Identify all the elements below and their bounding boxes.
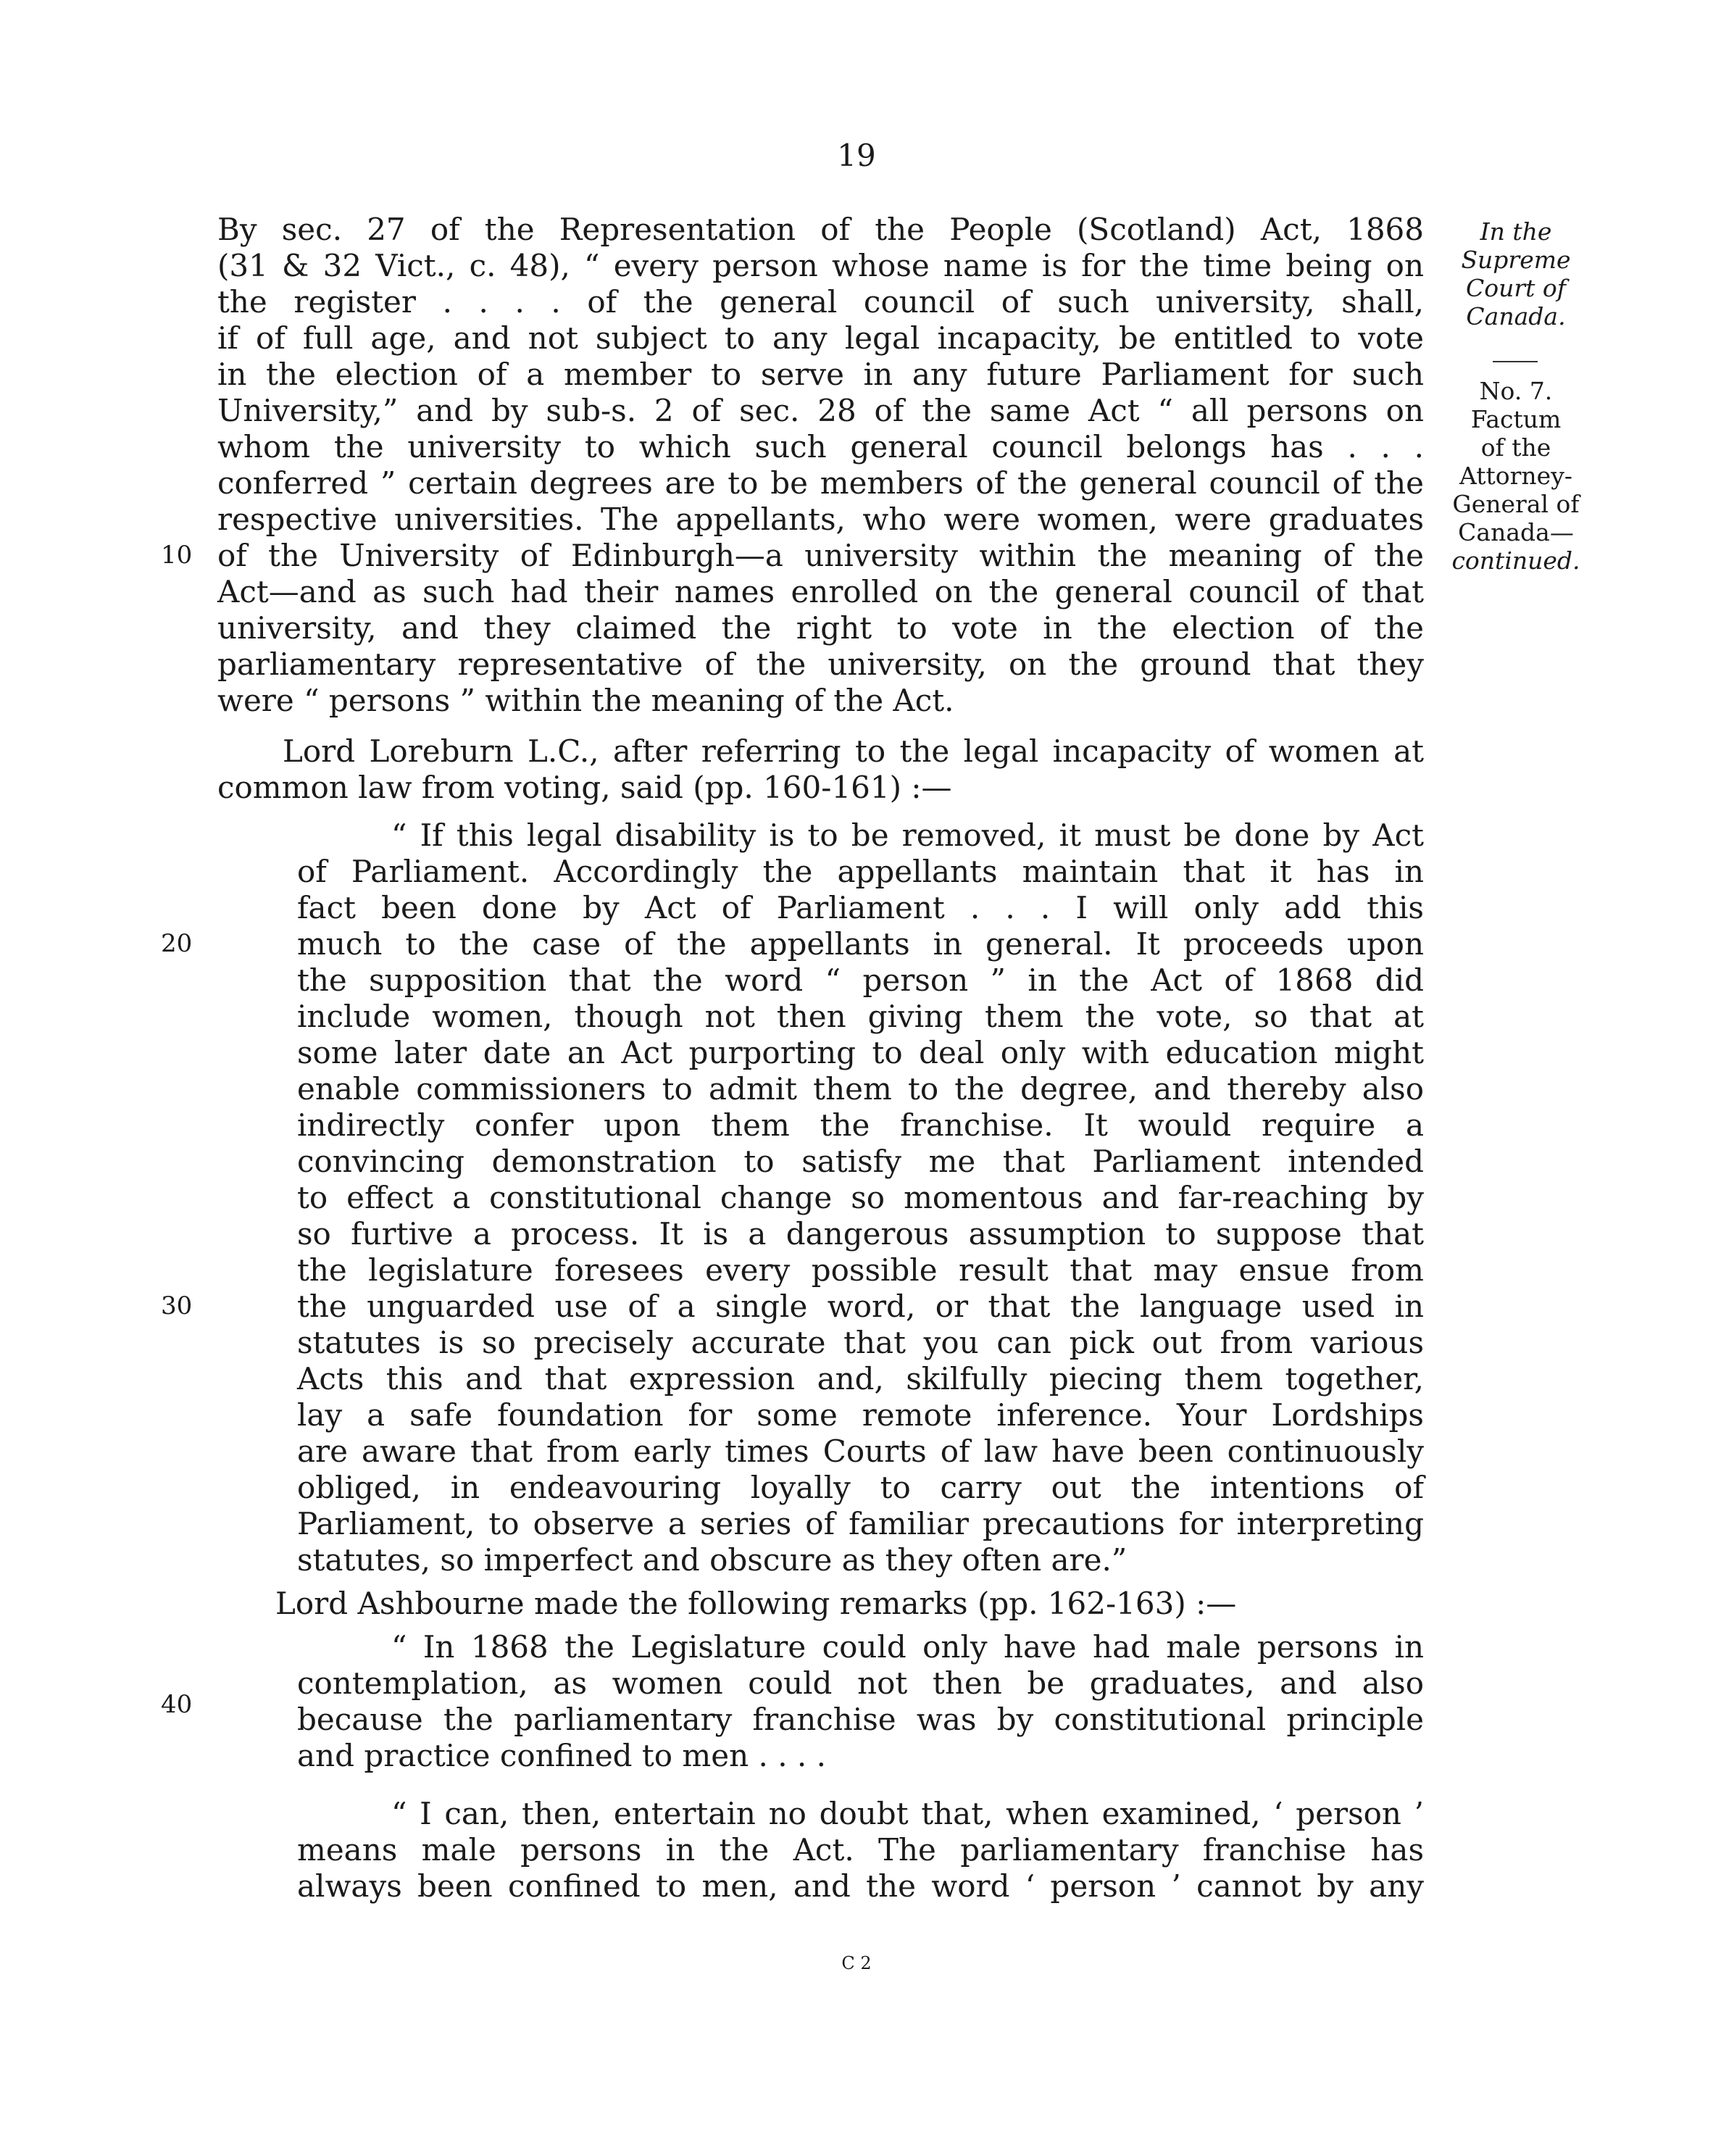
text-line: indirectly confer upon them the franchise. It would require a — [297, 1107, 1424, 1143]
text-line: if of full age, and not subject to any legal incapacity, be entitled to vote — [217, 320, 1424, 356]
text-line: Parliament, to observe a series of familiar precautions for interpreting — [297, 1506, 1424, 1541]
text-line: “ If this legal disability is to be removed, it must be done by Act — [391, 817, 1424, 853]
text-line: are aware that from early times Courts of law have been continuously — [297, 1433, 1424, 1469]
text-line: whom the university to which such general council belongs has . . . — [217, 429, 1424, 465]
text-line: always been confined to men, and the word ‘ person ’ cannot by any — [297, 1868, 1424, 1904]
text-line: and practice confined to men . . . . — [297, 1738, 826, 1773]
text-line: much to the case of the appellants in general. It proceeds upon — [297, 926, 1424, 962]
text-line: means male persons in the Act. The parliamentary franchise has — [297, 1832, 1424, 1868]
margin-note-court — [1443, 217, 1588, 330]
signature-mark: C 2 — [841, 1953, 872, 1973]
margin-note-line: In the — [1480, 217, 1552, 246]
margin-note-line: of the — [1480, 433, 1551, 462]
margin-note-line: Attorney- — [1459, 462, 1572, 490]
line-number: 10 — [161, 541, 193, 570]
text-line: parliamentary representative of the university, on the ground that they — [217, 646, 1424, 682]
text-line: respective universities. The appellants, who were women, were graduates — [217, 501, 1424, 537]
text-line: “ In 1868 the Legislature could only have had male persons in — [391, 1629, 1424, 1665]
text-line: lay a safe foundation for some remote inference. Your Lordships — [297, 1397, 1424, 1433]
text-line: Acts this and that expression and, skilfully piecing them together, — [297, 1361, 1424, 1397]
text-line: some later date an Act purporting to deal only with education might — [297, 1035, 1424, 1070]
text-line: the unguarded use of a single word, or that the language used in — [297, 1289, 1424, 1324]
margin-note-line: No. 7. — [1479, 377, 1553, 405]
text-line: (31 & 32 Vict., c. 48), “ every person whose name is for the time being on — [217, 248, 1424, 283]
margin-note-line: Canada. — [1466, 302, 1566, 330]
text-line: the register . . . . of the general council of such university, shall, — [217, 284, 1424, 320]
text-line: include women, though not then giving them the vote, so that at — [297, 999, 1424, 1034]
text-line: obliged, in endeavouring loyally to carry out the intentions of — [297, 1470, 1424, 1505]
text-line: Lord Ashbourne made the following remarks (pp. 162-163) :— — [275, 1586, 1237, 1621]
text-line: By sec. 27 of the Representation of the People (Scotland) Act, 1868 — [217, 212, 1424, 247]
text-line: “ I can, then, entertain no doubt that, when examined, ‘ person ’ — [391, 1796, 1424, 1831]
page-number: 19 — [837, 138, 876, 173]
text-line: the legislature foresees every possible result that may ensue from — [297, 1252, 1424, 1288]
text-line: Act—and as such had their names enrolled on the general council of that — [217, 574, 1424, 609]
text-line: because the parliamentary franchise was by constitutional principle — [297, 1702, 1424, 1737]
text-line: to effect a constitutional change so momentous and far-reaching by — [297, 1180, 1424, 1215]
text-line: the supposition that the word “ person ” in the Act of 1868 did — [297, 962, 1424, 998]
text-line: convincing demonstration to satisfy me that Parliament intended — [297, 1144, 1424, 1179]
text-line: fact been done by Act of Parliament . . . I will only add this — [297, 890, 1424, 925]
text-line: University,” and by sub-s. 2 of sec. 28 of the same Act “ all persons on — [217, 393, 1424, 428]
line-number: 40 — [161, 1690, 193, 1719]
text-line: university, and they claimed the right to vote in the election of the — [217, 610, 1424, 646]
text-line: enable commissioners to admit them to the degree, and thereby also — [297, 1071, 1424, 1107]
margin-note-line: continued. — [1451, 546, 1580, 575]
margin-note-line: Canada— — [1458, 518, 1574, 546]
text-line: statutes, so imperfect and obscure as they often are.” — [297, 1542, 1128, 1578]
text-line: contemplation, as women could not then be graduates, and also — [297, 1665, 1424, 1701]
text-line: Lord Loreburn L.C., after referring to the legal incapacity of women at — [283, 733, 1424, 769]
text-line: were “ persons ” within the meaning of the Act. — [217, 683, 954, 718]
text-line: so furtive a process. It is a dangerous assumption to suppose that — [297, 1216, 1424, 1252]
text-line: common law from voting, said (pp. 160-161) :— — [217, 770, 952, 805]
margin-note-line: Court of — [1466, 274, 1566, 302]
text-line: statutes is so precisely accurate that you can pick out from various — [297, 1325, 1424, 1360]
margin-note-line: Factum — [1470, 405, 1562, 433]
margin-note-line: General of — [1452, 490, 1580, 518]
line-number: 20 — [161, 929, 193, 958]
text-line: in the election of a member to serve in any future Parliament for such — [217, 357, 1424, 392]
margin-note-line: Supreme — [1461, 246, 1571, 274]
margin-divider — [1493, 361, 1538, 362]
text-line: conferred ” certain degrees are to be members of the general council of the — [217, 465, 1424, 501]
text-line: of the University of Edinburgh—a university within the meaning of the — [217, 538, 1424, 573]
line-number: 30 — [161, 1291, 193, 1320]
margin-note-factum — [1443, 377, 1588, 575]
text-line: of Parliament. Accordingly the appellants maintain that it has in — [297, 854, 1424, 889]
